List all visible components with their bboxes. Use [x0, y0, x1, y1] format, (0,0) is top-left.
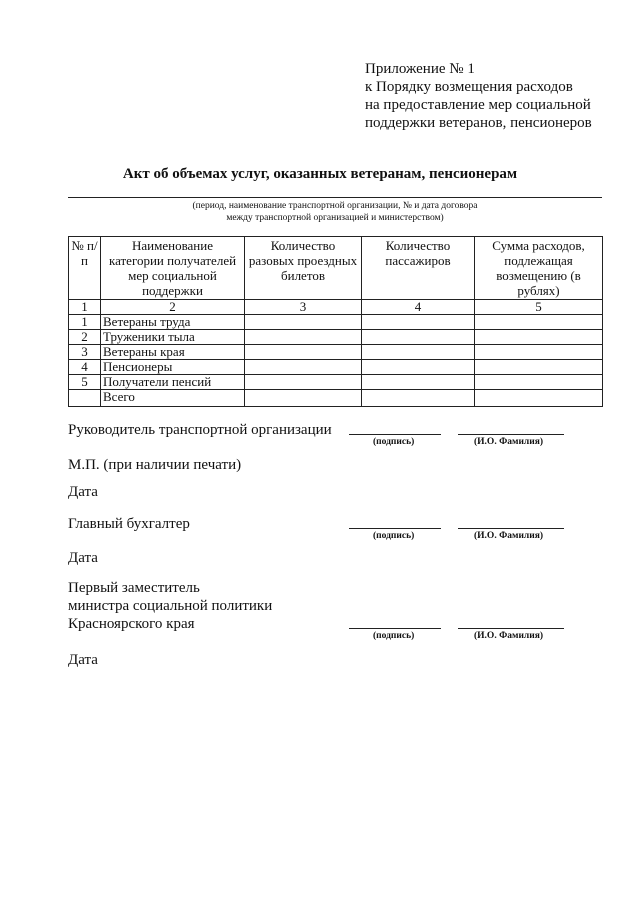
deputy-signature-caption: (подпись): [373, 631, 415, 641]
row-number: 3: [69, 345, 101, 360]
deputy-signature-line[interactable]: [349, 628, 441, 629]
single-tickets-cell[interactable]: [245, 345, 362, 360]
table-row: [69, 345, 603, 360]
head-signature-line[interactable]: [349, 434, 441, 435]
header-single-tickets: Количество разовых проездных билетов: [245, 237, 362, 300]
head-signature-caption: (подпись): [373, 437, 415, 447]
head-name-line[interactable]: [458, 434, 564, 435]
appendix-line-4: поддержки ветеранов, пенсионеров: [365, 115, 592, 131]
header-expense-sum: Сумма расходов, подлежащая возмещению (в рублях): [475, 237, 603, 300]
row-category: Ветераны края: [101, 345, 245, 360]
date-label: Дата: [68, 652, 98, 668]
single-tickets-cell[interactable]: [245, 330, 362, 345]
period-fill-line: [68, 197, 602, 198]
table-header-row: [69, 237, 603, 300]
date-label: Дата: [68, 484, 98, 500]
expense-sum-total-cell[interactable]: [475, 390, 603, 407]
row-number: 2: [69, 330, 101, 345]
row-category: Пенсионеры: [101, 360, 245, 375]
deputy-label-line-1: Первый заместитель: [68, 580, 200, 596]
table-row: [69, 360, 603, 375]
single-tickets-cell[interactable]: [245, 375, 362, 390]
single-tickets-cell[interactable]: [245, 315, 362, 330]
expense-sum-cell[interactable]: [475, 330, 603, 345]
passengers-cell[interactable]: [362, 360, 475, 375]
services-table: [68, 236, 603, 407]
accountant-signature-label: Главный бухгалтер: [68, 516, 190, 532]
head-name-caption: (И.О. Фамилия): [474, 437, 544, 447]
table-row: [69, 315, 603, 330]
stamp-label: М.П. (при наличии печати): [68, 457, 242, 473]
index-cell: 3: [245, 300, 362, 315]
appendix-line-1: Приложение № 1: [365, 61, 475, 77]
document-title: Акт об объемах услуг, оказанных ветеранам, пенсионерам: [122, 166, 518, 182]
period-caption: [68, 200, 602, 224]
passengers-total-cell[interactable]: [362, 390, 475, 407]
date-label: Дата: [68, 550, 98, 566]
appendix-line-2: к Порядку возмещения расходов: [365, 79, 573, 95]
row-number: 1: [69, 315, 101, 330]
index-cell: 5: [475, 300, 603, 315]
period-caption-line-1: (период, наименование транспортной организации, № и дата договора: [192, 201, 478, 211]
row-category: Получатели пенсий: [101, 375, 245, 390]
deputy-label-line-3: Красноярского края: [68, 616, 195, 632]
accountant-name-caption: (И.О. Фамилия): [474, 531, 544, 541]
header-category: Наименование категории получателей мер социальной поддержки: [101, 237, 245, 300]
row-number: 4: [69, 360, 101, 375]
table-row: [69, 375, 603, 390]
row-number: [69, 390, 101, 407]
appendix-line-3: на предоставление мер социальной: [365, 97, 591, 113]
passengers-cell[interactable]: [362, 330, 475, 345]
index-cell: 1: [69, 300, 101, 315]
row-category: Труженики тыла: [101, 330, 245, 345]
single-tickets-total-cell[interactable]: [245, 390, 362, 407]
expense-sum-cell[interactable]: [475, 375, 603, 390]
header-number: № п/п: [69, 237, 101, 300]
index-cell: 4: [362, 300, 475, 315]
table-total-row: [69, 390, 603, 407]
index-cell: 2: [101, 300, 245, 315]
deputy-name-line[interactable]: [458, 628, 564, 629]
header-passengers: Количество пассажиров: [362, 237, 475, 300]
row-category: Всего: [101, 390, 245, 407]
head-signature-label: Руководитель транспортной организации: [68, 422, 332, 438]
passengers-cell[interactable]: [362, 345, 475, 360]
expense-sum-cell[interactable]: [475, 315, 603, 330]
single-tickets-cell[interactable]: [245, 360, 362, 375]
row-number: 5: [69, 375, 101, 390]
deputy-name-caption: (И.О. Фамилия): [474, 631, 544, 641]
table-row: [69, 330, 603, 345]
accountant-name-line[interactable]: [458, 528, 564, 529]
appendix-block: [365, 60, 592, 132]
passengers-cell[interactable]: [362, 375, 475, 390]
row-category: Ветераны труда: [101, 315, 245, 330]
deputy-label-line-2: министра социальной политики: [68, 598, 273, 614]
passengers-cell[interactable]: [362, 315, 475, 330]
period-caption-line-2: между транспортной организацией и министерством): [226, 213, 444, 223]
accountant-signature-line[interactable]: [349, 528, 441, 529]
expense-sum-cell[interactable]: [475, 360, 603, 375]
accountant-signature-caption: (подпись): [373, 531, 415, 541]
table-index-row: [69, 300, 603, 315]
expense-sum-cell[interactable]: [475, 345, 603, 360]
